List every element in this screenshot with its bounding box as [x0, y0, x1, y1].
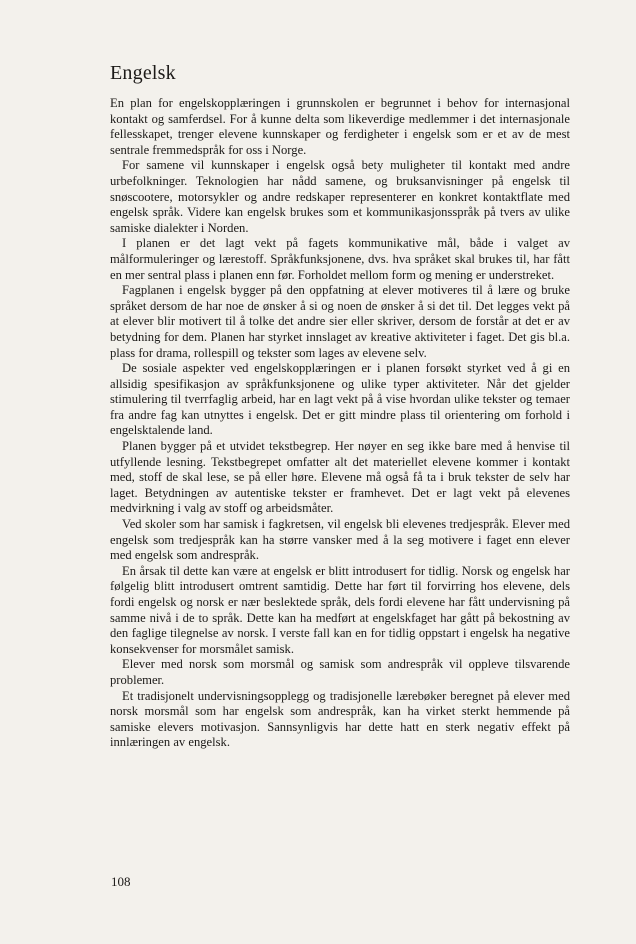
paragraph-tradisjonelt-opplegg: Et tradisjonelt undervisningsopplegg og tradisjonelle lærebøker beregnet på elever med norsk morsmål som har engelsk som andrespråk, kan ha virket sterkt hemmende på samiske elevers motivasjon. Sannsynligvis har dette hatt en sterk negativ effekt på innlæringen av engelsk.: [110, 688, 570, 750]
paragraph-samene: For samene vil kunnskaper i engelsk også bety muligheter til kontakt med andre urbefolkninger. Teknologien har nådd samene, og bruksanvisninger på engelsk til snøscootere, motorsykler og andre redskaper representerer en konkret kontaktflate med engelsk språk. Videre kan engelsk brukes som et kommunikasjonsspråk på tvers av ulike samiske dialekter i Norden.: [110, 158, 570, 235]
paragraph-sosiale-aspekter: De sosiale aspekter ved engelskopplæringen er i planen forsøkt styrket ved å gi en allsidig spesifikasjon av språkfunksjonene og ulike typer aktiviteter. Når det gjelder stimulering til tverrfaglig arbeid, har en lagt vekt på å vise hvordan ulike tekster og temaer fra andre fag kan utnyttes i engelsk. Det er gitt mindre plass til orientering om forhold i engelsktalende land.: [110, 361, 570, 438]
paragraph-tekstbegrep: Planen bygger på et utvidet tekstbegrep. Her nøyer en seg ikke bare med å henvise til utfyllende lesning. Tekstbegrepet omfatter alt det materiellet elevene kommer i kontakt med, stoff de skal lese, se på eller høre. Elevene må også få ta i bruk tekster de selv har laget. Betydningen av autentiske tekster er framhevet. Det er lagt vekt på elevenes medvirkning i valg av stoff og arbeidsmåter.: [110, 439, 570, 516]
section-title: Engelsk: [110, 62, 176, 84]
paragraph-tredjesprak: Ved skoler som har samisk i fagkretsen, vil engelsk bli elevenes tredjespråk. Elever med engelsk som tredjespråk kan ha større vansker med å la seg motivere i faget enn elever med engelsk som andrespråk.: [110, 517, 570, 563]
paragraph-norsk-morsmal: Elever med norsk som morsmål og samisk som andrespråk vil oppleve tilsvarende problemer.: [110, 657, 570, 687]
page-body: [110, 60, 570, 751]
paragraph-arsak: En årsak til dette kan være at engelsk er blitt introdusert for tidlig. Norsk og engelsk har følgelig blitt introdusert omtrent samtidig. Dette har ført til forvirring hos elevene, dels fordi engelsk og norsk er nær beslektede språk, dels fordi elevene har fått undervisning på samme nivå i de to språk. Dette kan ha medført at engelskfaget har gått på bekostning av den faglige tilegnelse av norsk. I verste fall kan en for tidlig oppstart i engelsk ha negative konsekvenser for morsmålet samisk.: [110, 563, 570, 656]
paragraph-kommunikative-mal: I planen er det lagt vekt på fagets kommunikative mål, både i valget av målformuleringer og lærestoff. Språkfunksjonene, dvs. hva språket skal brukes til, har fått en mer sentral plass i planen enn før. Forholdet mellom form og mening er understreket.: [110, 236, 570, 282]
paragraph-motivasjon: Fagplanen i engelsk bygger på den oppfatning at elever motiveres til å lære og bruke språket dersom de har noe de ønsker å si og noen de ønsker å si det til. Det legges vekt på at elever blir motivert til å tolke det andre sier eller skriver, dersom de forstår at det er av betydning for dem. Planen har styrket innslaget av kreative aktiviteter i faget. Det gis bl.a. plass for drama, rollespill og tekster som lages av elevene selv.: [110, 283, 570, 360]
paragraph-intro: En plan for engelskopplæringen i grunnskolen er begrunnet i behov for internasjonal kontakt og samferdsel. For å kunne delta som likeverdige medlemmer i det internasjonale fellesskapet, trenger elevene kunnskaper og ferdigheter i engelsk som er et av de mest sentrale fremmedspråk for oss i Norge.: [110, 96, 570, 157]
page-number: 108: [111, 874, 131, 889]
